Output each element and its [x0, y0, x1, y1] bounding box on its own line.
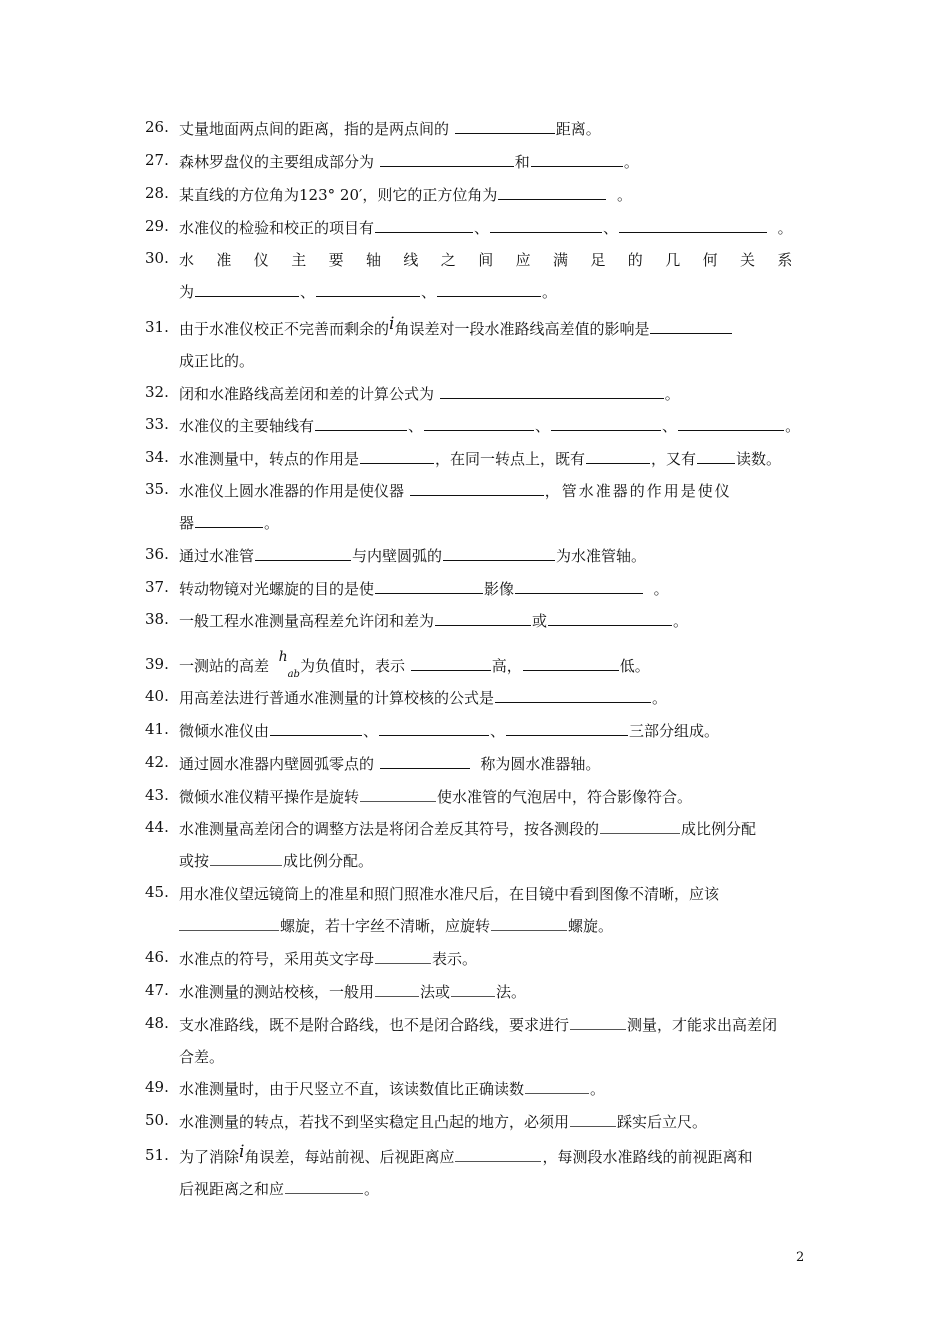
answer-blank[interactable]: [650, 332, 732, 334]
question-text: 或按: [179, 852, 210, 870]
answer-blank[interactable]: [437, 295, 541, 297]
question-text: 与内壁圆弧的: [352, 547, 443, 565]
question-text: 为水准管轴。: [556, 547, 647, 565]
question-text: 、: [474, 219, 490, 237]
question-text: 三部分组成。: [629, 722, 720, 740]
question-text: 或: [532, 612, 548, 630]
ab-subscript: ab: [287, 669, 300, 680]
answer-blank[interactable]: [570, 1125, 616, 1127]
answer-blank[interactable]: [525, 1092, 589, 1094]
question-text: 水准测量的测站校核，一般用: [179, 983, 375, 1001]
question-text: 和: [514, 153, 530, 171]
question-number: 47.: [145, 981, 169, 999]
question-text: 微倾水准仪精平操作是旋转: [179, 788, 360, 806]
question-text: 水准测量高差闭合的调整方法是将闭合差反其符号，按各测段的: [179, 820, 600, 838]
question-text: 丈量地面两点间的距离，指的是两点间的: [179, 120, 450, 138]
question-text: 、: [490, 722, 506, 740]
question-text: 。: [673, 612, 689, 630]
question-text: 。: [652, 689, 668, 707]
answer-blank[interactable]: [379, 734, 489, 736]
question-text: 水准仪的检验和校正的项目有: [179, 219, 375, 237]
question-number: 30.: [145, 249, 169, 267]
question-text: 影像: [484, 580, 515, 598]
answer-blank[interactable]: [678, 429, 784, 431]
answer-blank[interactable]: [380, 767, 470, 769]
question-text: 水准点的符号，采用英文字母: [179, 950, 375, 968]
question-number: 33.: [145, 415, 169, 433]
question-text: 。: [616, 186, 632, 204]
question-text: 螺旋。: [568, 917, 614, 935]
question-number: 29.: [145, 217, 169, 235]
question-text: ，每测段水准路线的前视距离和: [542, 1148, 753, 1166]
question-text: 转动物镜对光螺旋的目的是使: [179, 580, 375, 598]
question-text: 水准测量的转点，若找不到坚实稳定且凸起的地方，必须用: [179, 1113, 570, 1131]
question-text: 合差。: [179, 1048, 225, 1066]
question-text: 闭和水准路线高差闭和差的计算公式为: [179, 385, 435, 403]
question-text: 测量，才能求出高差闭: [627, 1016, 778, 1034]
answer-blank[interactable]: [375, 995, 419, 997]
question-number: 34.: [145, 448, 169, 466]
question-text: 低。: [619, 657, 650, 675]
question-text: 通过水准管: [179, 547, 255, 565]
answer-blank[interactable]: [424, 429, 534, 431]
answer-blank[interactable]: [619, 231, 767, 233]
question-text: 角误差，每站前视、后视距离应: [244, 1148, 455, 1166]
question-text: 为了消除: [179, 1148, 240, 1166]
question-number: 28.: [145, 184, 169, 202]
question-text: 。: [264, 514, 280, 532]
question-text: 、: [363, 722, 379, 740]
question-text: 成正比的。: [179, 352, 255, 370]
question-text: 通过圆水准器内壁圆弧零点的: [179, 755, 375, 773]
answer-blank[interactable]: [600, 832, 680, 834]
question-text: 、: [603, 219, 619, 237]
answer-blank[interactable]: [697, 462, 735, 464]
answer-blank[interactable]: [443, 559, 555, 561]
question-text: 。: [623, 153, 639, 171]
answer-blank[interactable]: [285, 1192, 363, 1194]
question-text: 、: [300, 283, 316, 301]
question-text: 一般工程水准测量高程差允许闭和差为: [179, 612, 435, 630]
question-text: 水准测量时，由于尺竖立不直，该读数值比正确读数: [179, 1080, 525, 1098]
question-text: 用水准仪望远镜筒上的准星和照门照准水准尺后，在目镜中看到图像不清晰，应该: [179, 885, 720, 903]
question-text: 踩实后立尺。: [617, 1113, 708, 1131]
answer-blank[interactable]: [490, 231, 602, 233]
answer-blank[interactable]: [410, 494, 544, 496]
question-number: 31.: [145, 318, 169, 336]
answer-blank[interactable]: [515, 592, 643, 594]
question-text: 由于水准仪校正不完善而剩余的: [179, 320, 390, 338]
question-text: 。: [590, 1080, 606, 1098]
question-text: 距离。: [555, 120, 601, 138]
answer-blank[interactable]: [586, 462, 650, 464]
answer-blank[interactable]: [375, 592, 483, 594]
question-text: 成比例分配: [681, 820, 757, 838]
answer-blank[interactable]: [270, 734, 362, 736]
question-text: 、: [662, 417, 678, 435]
answer-blank[interactable]: [179, 929, 279, 931]
question-text: 。: [777, 219, 793, 237]
question-text: 法。: [496, 983, 527, 1001]
question-text: 。: [785, 417, 801, 435]
answer-blank[interactable]: [551, 429, 661, 431]
question-text: 水准仪的主要轴线有: [179, 417, 315, 435]
question-text: 称为圆水准器轴。: [480, 755, 601, 773]
answer-blank[interactable]: [498, 198, 606, 200]
answer-blank[interactable]: [570, 1028, 626, 1030]
question-text: 水准仪主要轴线之间应满足的几何关系: [179, 251, 815, 269]
question-number: 42.: [145, 753, 169, 771]
question-number: 41.: [145, 720, 169, 738]
answer-blank[interactable]: [435, 624, 531, 626]
question-number: 38.: [145, 610, 169, 628]
question-number: 48.: [145, 1014, 169, 1032]
question-text: 微倾水准仪由: [179, 722, 270, 740]
question-text: 水准仪上圆水准器的作用是使仪器: [179, 482, 405, 500]
question-text: 森林罗盘仪的主要组成部分为: [179, 153, 375, 171]
answer-blank[interactable]: [455, 1160, 541, 1162]
question-number: 49.: [145, 1078, 169, 1096]
question-text: 。: [653, 580, 669, 598]
question-number: 35.: [145, 480, 169, 498]
question-text: 螺旋，若十字丝不清晰，应旋转: [280, 917, 491, 935]
question-text: 支水准路线，既不是附合路线，也不是闭合路线，要求进行: [179, 1016, 570, 1034]
h-symbol: h: [278, 649, 288, 665]
question-number: 36.: [145, 545, 169, 563]
question-number: 45.: [145, 883, 169, 901]
question-number: 43.: [145, 786, 169, 804]
question-text: 、: [421, 283, 437, 301]
answer-blank[interactable]: [380, 165, 514, 167]
question-number: 51.: [145, 1146, 169, 1164]
question-number: 46.: [145, 948, 169, 966]
question-text: 角误差对一段水准路线高差值的影响是: [394, 320, 650, 338]
answer-blank[interactable]: [255, 559, 351, 561]
answer-blank[interactable]: [316, 295, 420, 297]
question-text: 某直线的方位角为123° 20′，则它的正方位角为: [179, 186, 498, 204]
answer-blank[interactable]: [375, 962, 431, 964]
answer-blank[interactable]: [455, 132, 555, 134]
question-text: 成比例分配。: [283, 852, 374, 870]
question-text: 法或: [420, 983, 451, 1001]
question-number: 32.: [145, 383, 169, 401]
answer-blank[interactable]: [360, 800, 436, 802]
question-text: 读数。: [736, 450, 782, 468]
answer-blank[interactable]: [210, 864, 282, 866]
question-number: 44.: [145, 818, 169, 836]
question-text: 后视距离之和应: [179, 1180, 285, 1198]
answer-blank[interactable]: [375, 231, 473, 233]
answer-blank[interactable]: [195, 526, 263, 528]
question-text: 一测站的高差: [179, 657, 270, 675]
question-number: 39.: [145, 655, 169, 673]
answer-blank[interactable]: [495, 701, 651, 703]
question-text: ，管水准器的作用是使仪: [544, 482, 732, 500]
answer-blank[interactable]: [491, 929, 567, 931]
question-text: 器: [179, 514, 195, 532]
question-text: 使水准管的气泡居中，符合影像符合。: [437, 788, 693, 806]
answer-blank[interactable]: [360, 462, 434, 464]
question-text: 、: [408, 417, 424, 435]
answer-blank[interactable]: [531, 165, 623, 167]
question-number: 37.: [145, 578, 169, 596]
question-text: 用高差法进行普通水准测量的计算校核的公式是: [179, 689, 495, 707]
question-text: 表示。: [432, 950, 478, 968]
question-number: 27.: [145, 151, 169, 169]
answer-blank[interactable]: [523, 669, 619, 671]
answer-blank[interactable]: [195, 295, 299, 297]
question-number: 40.: [145, 687, 169, 705]
i-angle-symbol: i: [389, 314, 395, 334]
question-text: 为: [179, 283, 195, 301]
question-text: 。: [364, 1180, 380, 1198]
i-angle-symbol: i: [239, 1142, 245, 1162]
question-text: ，在同一转点上，既有: [435, 450, 586, 468]
question-text: 水准测量中，转点的作用是: [179, 450, 360, 468]
answer-blank[interactable]: [548, 624, 672, 626]
question-number: 50.: [145, 1111, 169, 1129]
question-text: 。: [542, 283, 558, 301]
question-text: 、: [535, 417, 551, 435]
question-text: 高，: [491, 657, 522, 675]
answer-blank[interactable]: [440, 397, 664, 399]
page-number: 2: [796, 1250, 805, 1265]
question-text: 为负值时，表示: [299, 657, 405, 675]
answer-blank[interactable]: [315, 429, 407, 431]
answer-blank[interactable]: [411, 669, 491, 671]
question-number: 26.: [145, 118, 169, 136]
answer-blank[interactable]: [451, 995, 495, 997]
question-text: 。: [664, 385, 680, 403]
question-text: ，又有: [651, 450, 697, 468]
answer-blank[interactable]: [506, 734, 628, 736]
